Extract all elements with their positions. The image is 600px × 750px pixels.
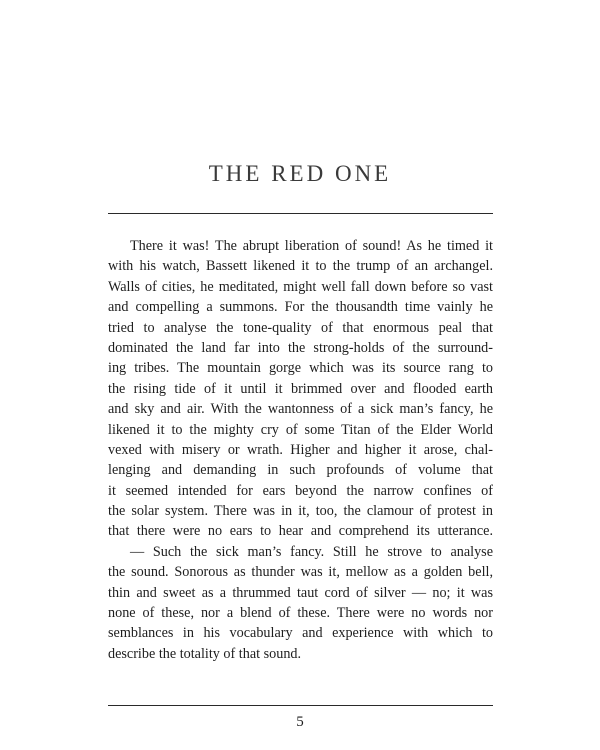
text-line: the sound. Sonorous as thunder was it, mellow as a golden bell, xyxy=(108,564,493,581)
text-line: semblances in his vocabulary and experience with which to xyxy=(108,625,493,642)
top-rule xyxy=(108,213,493,214)
text-line: with his watch, Bassett likened it to the trump of an archangel. xyxy=(108,258,493,275)
text-line: There it was! The abrupt liberation of sound! As he timed it xyxy=(130,238,493,254)
text-line: ing tribes. The mountain gorge which was its source rang to xyxy=(108,360,493,377)
text-line: thin and sweet as a thrummed taut cord of silver — no; it was xyxy=(108,584,493,601)
text-line: Walls of cities, he meditated, might well fall down before so vast xyxy=(108,278,493,295)
text-line: likened it to the mighty cry of some Titan of the Elder World xyxy=(108,421,493,438)
text-line: and compelling a summons. For the thousandth time vainly he xyxy=(108,299,493,316)
text-line: — Such the sick man’s fancy. Still he strove to analyse xyxy=(130,543,493,560)
text-line: dominated the land far into the strong-holds of the surround- xyxy=(108,339,493,356)
text-line: the solar system. There was in it, too, the clamour of protest in xyxy=(108,503,493,520)
text-line: none of these, nor a blend of these. There were no words nor xyxy=(108,605,493,622)
text-line: vexed with misery or wrath. Higher and higher it arose, chal- xyxy=(108,441,493,458)
text-line: describe the totality of that sound. xyxy=(108,645,302,662)
chapter-title: THE RED ONE xyxy=(208,161,392,186)
text-line: lenging and demanding in such profounds of volume that xyxy=(108,462,493,479)
text-line: it seemed intended for ears beyond the narrow confines of xyxy=(108,482,493,499)
bottom-rule xyxy=(108,705,493,706)
text-line: tried to analyse the tone-quality of that enormous peal that xyxy=(108,319,493,336)
page-number: 5 xyxy=(296,714,304,730)
text-line: and sky and air. With the wantonness of a sick man’s fancy, he xyxy=(108,401,493,418)
text-line: that there were no ears to hear and comprehend its utterance. xyxy=(108,523,493,540)
text-line: the rising tide of it until it brimmed over and flooded earth xyxy=(108,380,493,397)
body-text xyxy=(108,236,493,686)
